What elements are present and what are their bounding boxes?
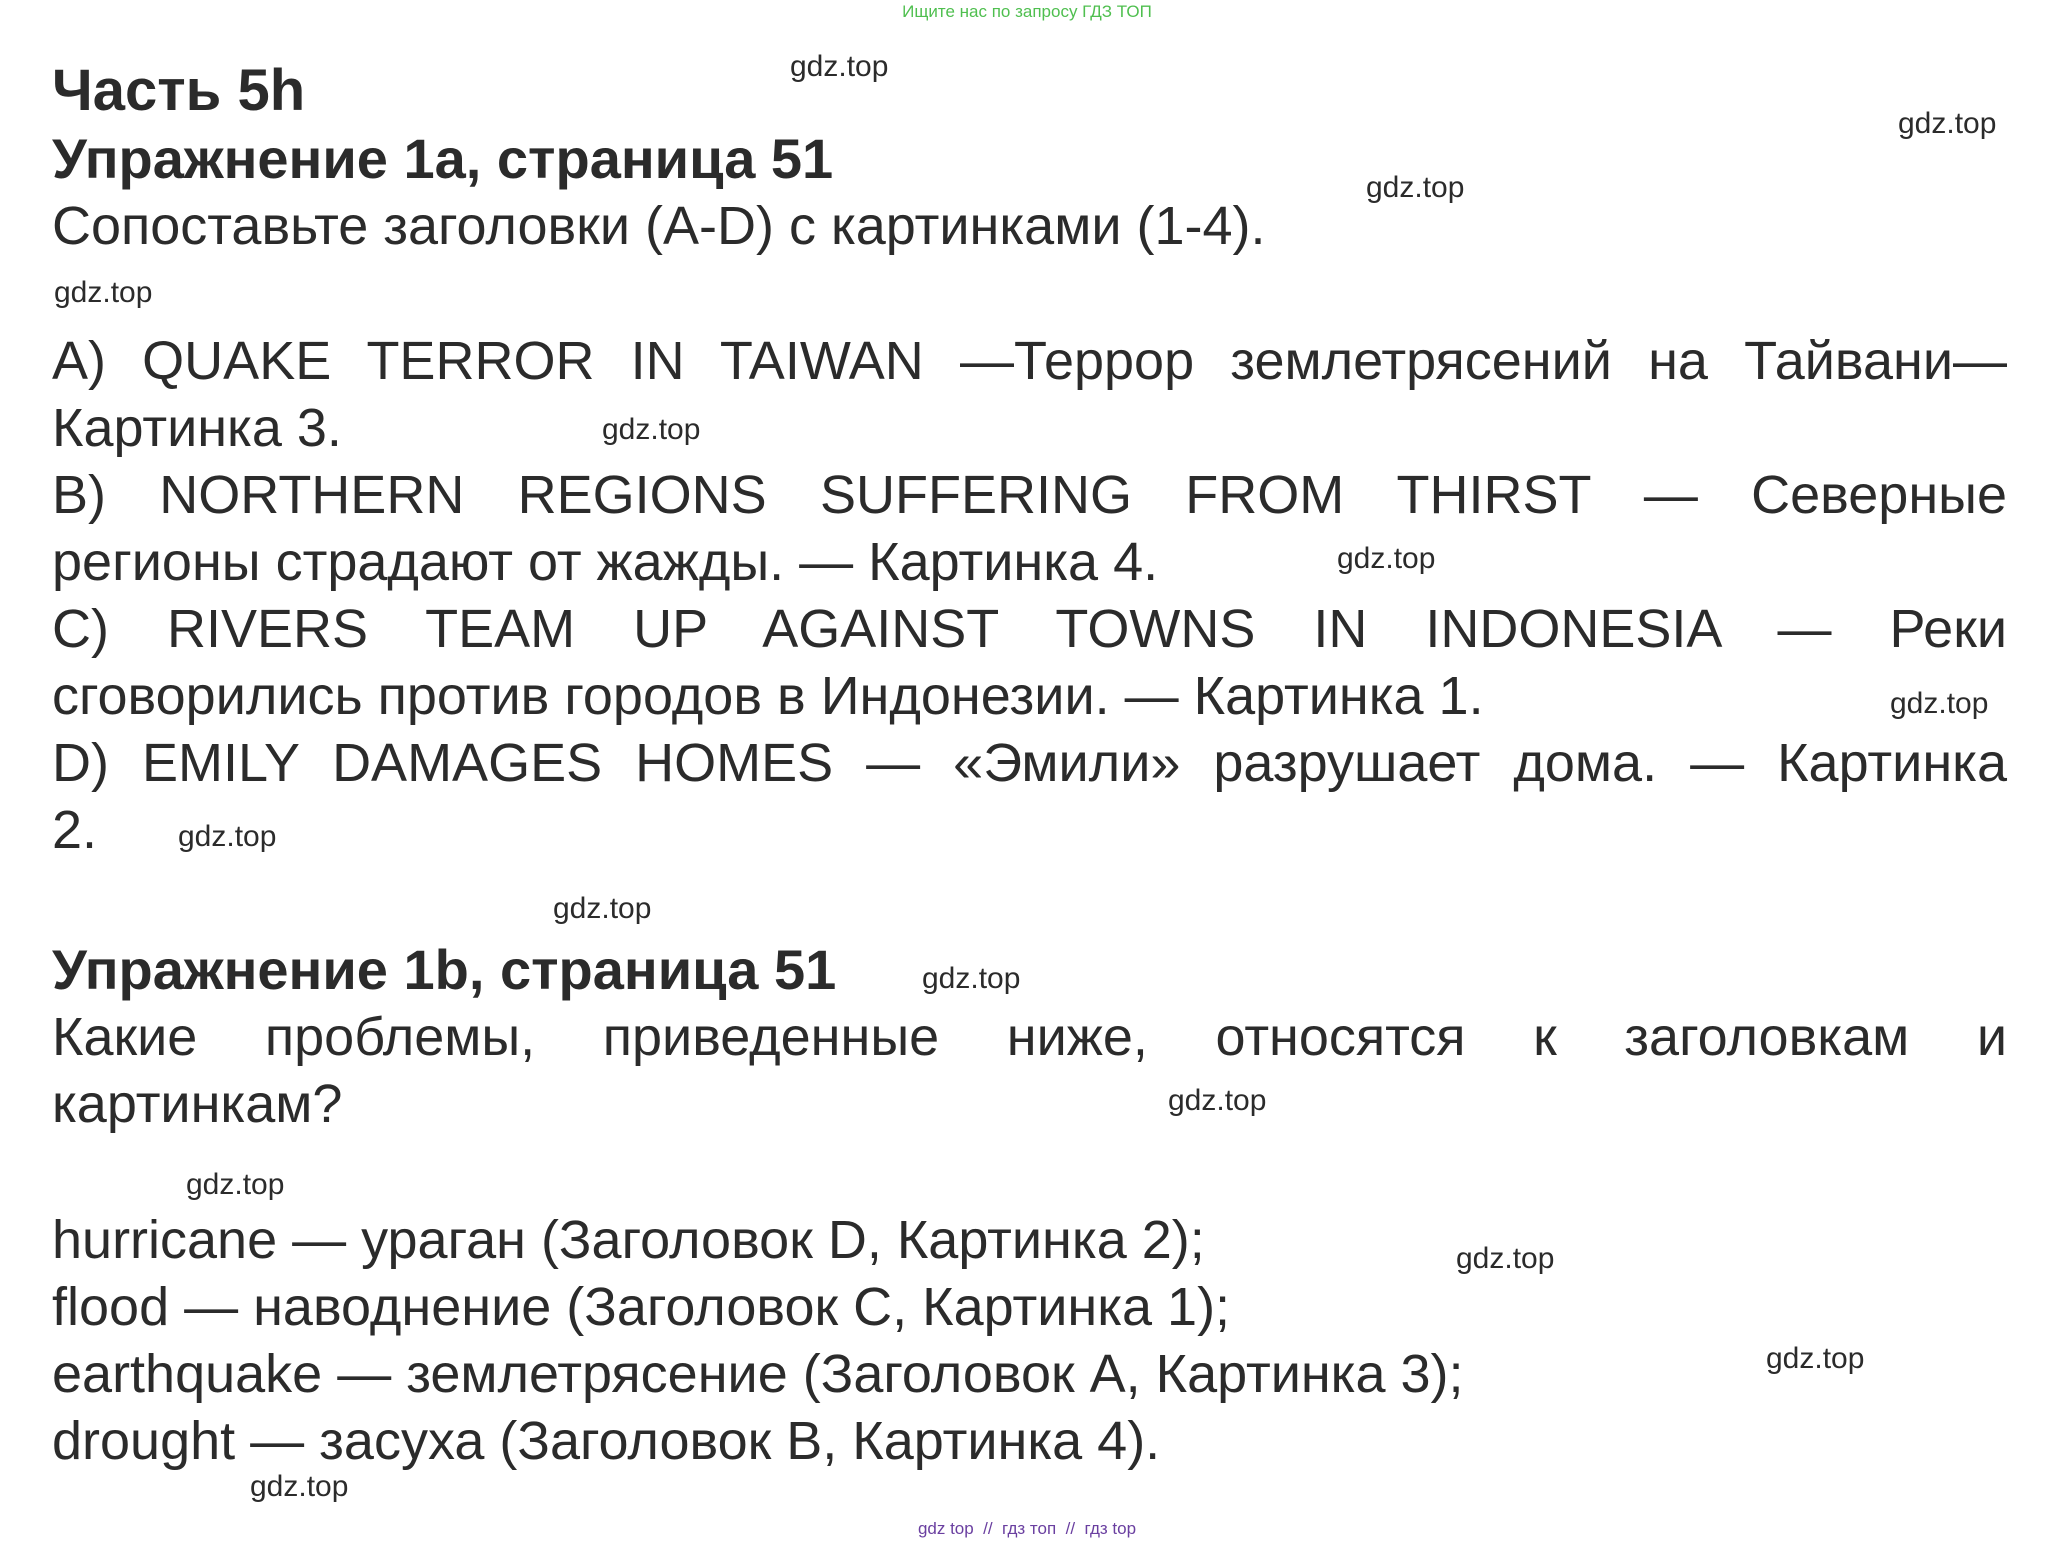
answer-line: сговорились против городов в Индонезии. — Картинка 1. (52, 666, 1484, 726)
answer-line: B) NORTHERN REGIONS SUFFERING FROM THIRST — Северные (52, 465, 2007, 525)
vocab-answer: hurricane — ураган (Заголовок D, Картинка 2); (52, 1210, 1205, 1270)
watermark: gdz.top (1898, 107, 1997, 140)
watermark: gdz.top (922, 962, 1021, 995)
watermark: gdz.top (250, 1470, 349, 1503)
answer-line: C) RIVERS TEAM UP AGAINST TOWNS IN INDONESIA — Реки (52, 599, 2007, 659)
exercise-1a-task: Сопоставьте заголовки (A-D) с картинками (1-4). (52, 196, 1266, 256)
answer-line: Картинка 3. (52, 398, 342, 458)
exercise-1b-task: картинкам? (52, 1074, 343, 1134)
vocab-answer: earthquake — землетрясение (Заголовок A, Картинка 3); (52, 1344, 1464, 1404)
watermark: gdz.top (602, 413, 701, 446)
exercise-1b-task: Какие проблемы, приведенные ниже, относятся к заголовкам и (52, 1007, 2007, 1067)
watermark: gdz.top (178, 820, 277, 853)
footer-links[interactable]: gdz top // гдз топ // гдз top (917, 1519, 1137, 1538)
watermark: gdz.top (1366, 171, 1465, 204)
watermark: gdz.top (1456, 1242, 1555, 1275)
answer-line: D) EMILY DAMAGES HOMES — «Эмили» разрушает дома. — Картинка (52, 733, 2007, 793)
watermark: gdz.top (1168, 1084, 1267, 1117)
answer-line: A) QUAKE TERROR IN TAIWAN —Террор землетрясений на Тайвани— (52, 331, 2007, 391)
exercise-1b-title: Упражнение 1b, страница 51 (52, 938, 837, 1001)
part-title: Часть 5h (52, 58, 306, 123)
watermark: gdz.top (1337, 542, 1436, 575)
watermark: gdz.top (790, 50, 889, 83)
answer-line: регионы страдают от жажды. — Картинка 4. (52, 532, 1159, 592)
vocab-answer: drought — засуха (Заголовок B, Картинка 4). (52, 1411, 1161, 1471)
watermark: gdz.top (1890, 687, 1989, 720)
watermark: gdz.top (54, 276, 153, 309)
top-banner-link[interactable]: Ищите нас по запросу ГДЗ ТОП (902, 2, 1152, 21)
vocab-answer: flood — наводнение (Заголовок C, Картинка 1); (52, 1277, 1231, 1337)
answer-line: 2. (52, 800, 98, 860)
watermark: gdz.top (553, 892, 652, 925)
exercise-1a-title: Упражнение 1a, страница 51 (52, 127, 834, 190)
watermark: gdz.top (1766, 1342, 1865, 1375)
watermark: gdz.top (186, 1168, 285, 1201)
